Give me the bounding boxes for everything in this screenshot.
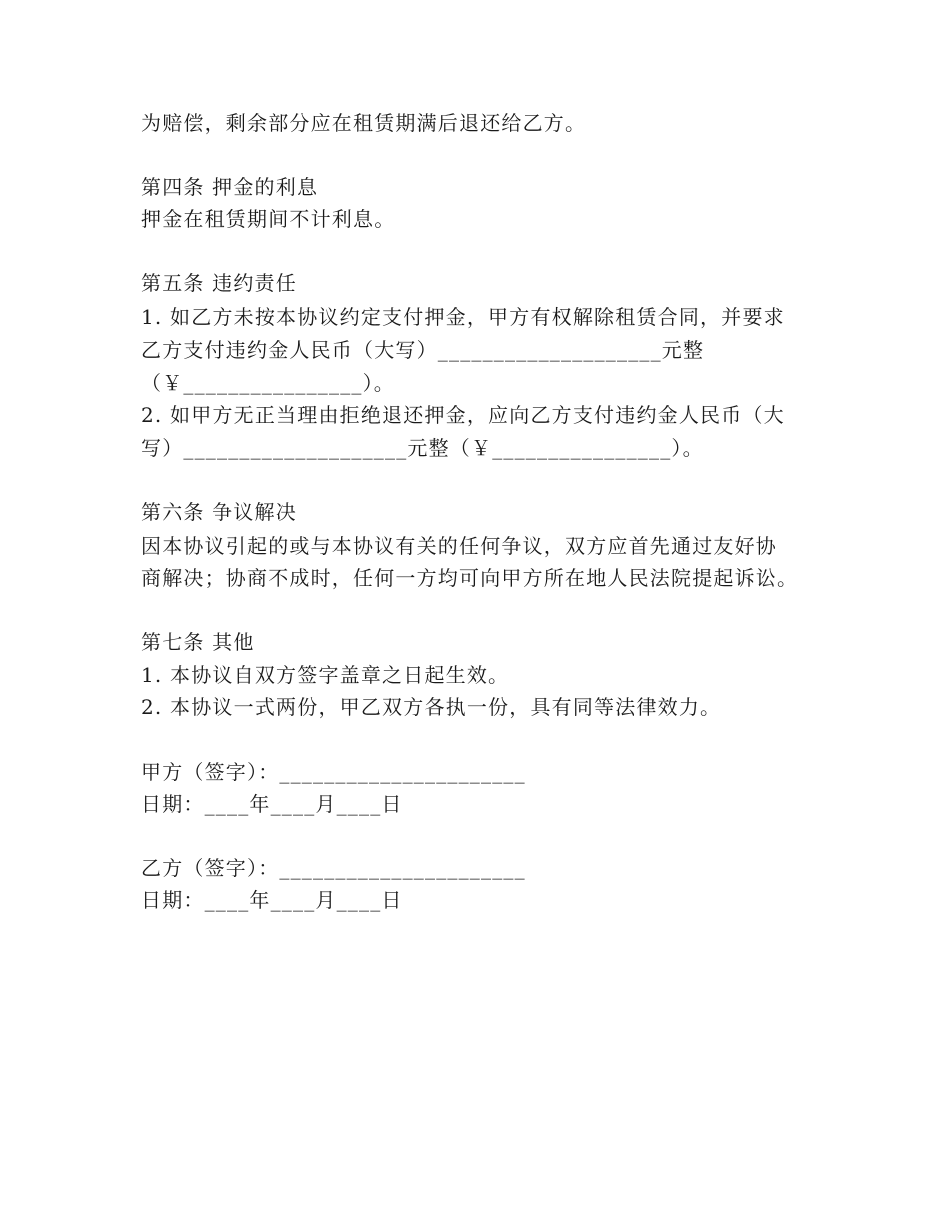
party-b-signature-line: 乙方（签字）：______________________ — [141, 856, 526, 880]
article-6-heading: 第六条 争议解决 — [141, 500, 297, 524]
article-7-line-1: 1. 本协议自双方签字盖章之日起生效。 — [141, 663, 510, 687]
article-6-line-2: 商解决；协商不成时，任何一方均可向甲方所在地人民法院提起诉讼。 — [141, 566, 799, 590]
article-4-heading: 第四条 押金的利息 — [141, 175, 319, 199]
article-7-heading: 第七条 其他 — [141, 630, 255, 654]
party-b-date-line: 日期：____年____月____日 — [141, 888, 403, 912]
article-5-line-3: （￥________________）。 — [141, 371, 395, 395]
article-5-line-4: 2. 如甲方无正当理由拒绝退还押金，应向乙方支付违约金人民币（大 — [141, 403, 785, 427]
article-5-line-5: 写）____________________元整（￥________________）。 — [141, 436, 704, 460]
article-5-line-2: 乙方支付违约金人民币（大写）____________________元整 — [141, 338, 705, 362]
party-a-date-line: 日期：____年____月____日 — [141, 792, 403, 816]
article-5-heading: 第五条 违约责任 — [141, 271, 297, 295]
article-6-line-1: 因本协议引起的或与本协议有关的任何争议，双方应首先通过友好协 — [141, 534, 777, 558]
article-4-body: 押金在租赁期间不计利息。 — [141, 207, 396, 231]
article-5-line-1: 1. 如乙方未按本协议约定支付押金，甲方有权解除租赁合同，并要求 — [141, 305, 785, 329]
party-a-signature-line: 甲方（签字）：______________________ — [141, 760, 526, 784]
article-7-line-2: 2. 本协议一式两份，甲乙双方各执一份，具有同等法律效力。 — [141, 695, 722, 719]
paragraph-continuation: 为赔偿，剩余部分应在租赁期满后退还给乙方。 — [141, 111, 587, 135]
